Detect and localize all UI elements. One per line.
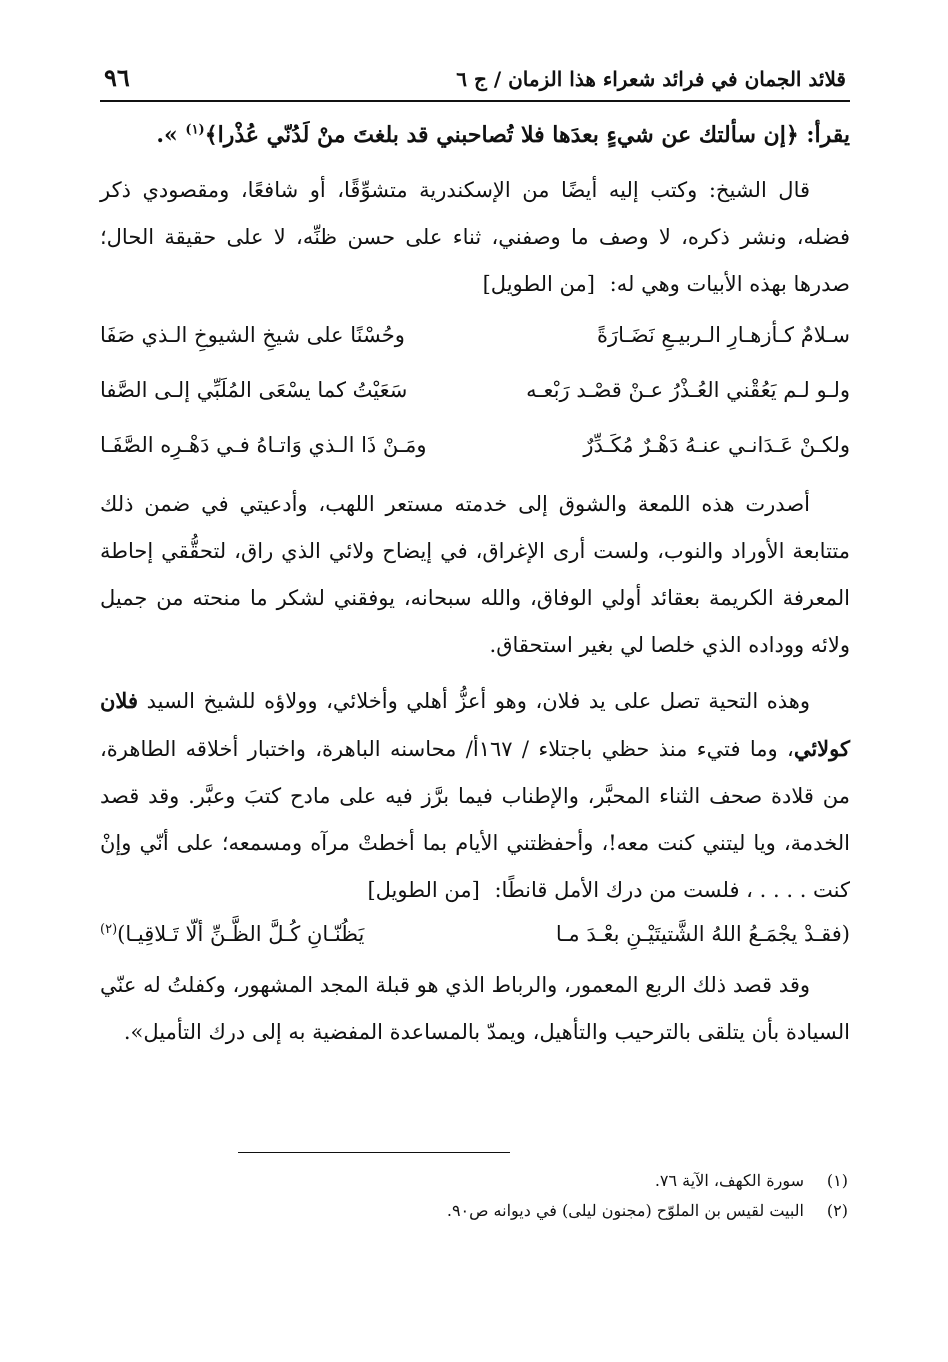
page-number: ٩٦ — [104, 63, 130, 92]
footnote-mark-1: (١) — [185, 122, 205, 138]
verse-1 — [100, 308, 850, 363]
paragraph-greeting-start: وهذه التحية تصل على يد فلان، وهو أعزُّ أهلي وأخلائي، وولاؤه للشيخ السيد — [146, 689, 810, 713]
footnote-1-text: سورة الكهف، الآية ٧٦. — [654, 1171, 804, 1190]
paragraph-quran-quote — [100, 112, 850, 159]
paragraph-greeting — [100, 677, 850, 914]
verse-2 — [100, 363, 850, 418]
paragraph-sheikh-letter — [100, 167, 850, 308]
footnote-2-number: (٢) — [826, 1201, 848, 1220]
quoted-verse-second-hemistich — [100, 914, 453, 954]
quoted-verse — [100, 914, 850, 954]
meter-label-2: [من الطويل] — [367, 878, 480, 902]
footnotes — [100, 1166, 848, 1226]
meter-label-1: [من الطويل] — [482, 272, 595, 296]
paragraph-greeting-bold: فلان كولائي — [100, 688, 850, 761]
poem-verses — [100, 308, 850, 473]
page-header — [100, 58, 850, 98]
quoted-verse-first-hemistich: (فقـدْ يجْمَـعُ اللهُ الشَّتيتَيْـنِ بعْـدَ مـا — [555, 922, 850, 946]
footnote-rule — [238, 1152, 510, 1153]
footnote-1 — [100, 1166, 848, 1196]
running-title: قلائد الجمان في فرائد شعراء هذا الزمان / ج ٦ — [456, 67, 846, 91]
paragraph-letter-body: أصدرت هذه اللمعة والشوق إلى خدمته مستعر اللهب، وأدعيتي في ضمن ذلك متتابعة الأوراد والنوب، ولست أرى الإغراق، في إيضاح ولائي الذي راق، لتحقُّقي إحاطة المعرفة الكريمة بعقائد أولي الوفاق، والله سبحانه، يوفقني لشكر ما منحته من جميل ولائه ووداده الذي خلصا لي بغير استحقاق. — [100, 492, 850, 657]
paragraph-closing: وقد قصد ذلك الربع المعمور، والرباط الذي هو قبلة المجد المشهور، وكفلتُ له عنّي السيادة بأن يتلقى بالترحيب والتأهيل، ويمدّ بالمساعدة المفضية به إلى درك التأميل». — [100, 973, 850, 1044]
footnote-2-text: البيت لقيس بن الملوّح (مجنون ليلى) في ديوانه ص٩٠. — [446, 1201, 804, 1220]
quote-end: ». — [156, 122, 178, 148]
paragraph-sheikh-letter-text: قال الشيخ: وكتب إليه أيضًا من الإسكندرية متشوِّقًا، أو شافعًا، ومقصودي ذكر فضله، ونشر ذكره، لا وصف ما وصفني، ثناء على حسن ظنِّه، لا على حقيقة الحال؛ صدرها بهذه الأبيات وهي له: — [100, 178, 850, 296]
verse-3-first-hemistich: ولكـنْ عَـدَانـي عنـهُ دَهْـرٌ مُكَـدِّرٌ — [583, 433, 850, 457]
footnote-1-number: (١) — [826, 1171, 848, 1190]
quran-quote-text: يقرأ: ﴿إن سألتك عن شيءٍ بعدَها فلا تُصاحبني قد بلغتَ منْ لَدُنّي عُذْرا﴾ — [204, 122, 850, 148]
verse-1-second-hemistich: وحُسْنًا على شيخِ الشيوخِ الـذي صَفَا — [100, 323, 405, 347]
verse-2-first-hemistich: ولـو لـم يَعُقْني العُـذْرُ عـنْ قصْـد رَبْعـه — [526, 378, 850, 402]
header-rule — [100, 100, 850, 102]
verse-2-second-hemistich: سَعَيْتُ كما يسْعَى المُلَبِّي إلـى الصَّفا — [100, 378, 408, 402]
verse-1-first-hemistich: سـلامٌ كـأزهـارِ الـربيـعِ نَضَـارَةً — [597, 323, 850, 347]
paragraph-greeting-rest: ، وما فتيء منذ حظي باجتلاء / ١٦٧أ/ محاسنه الباهرة، واختبار أخلاقه الطاهرة، من قلادة صحف الثناء المحبَّر، والإطناب فيما برَّز فيه على مادح كتبَ وعبَّر. وقد قصد الخدمة، ويا ليتني كنت معه!، وأحفظتني الأيام بما أخطتْ مرآه ومسمعه؛ على أنّي وإنْ كنت . . . . ، فلست من درك الأمل قانطًا: — [100, 737, 850, 902]
footnote-2 — [100, 1196, 848, 1226]
quoted-verse-second-text: يَظُنّـانِ كُـلَّ الظَّـنِّ ألّا تَـلاقِيـا) — [117, 922, 365, 946]
verse-3 — [100, 418, 850, 473]
verse-3-second-hemistich: ومَـنْ ذَا الـذي وَاتـاهُ فـي دَهْـرِه الصَّفَـا — [100, 433, 427, 457]
footnote-mark-2: (٢) — [100, 922, 118, 937]
